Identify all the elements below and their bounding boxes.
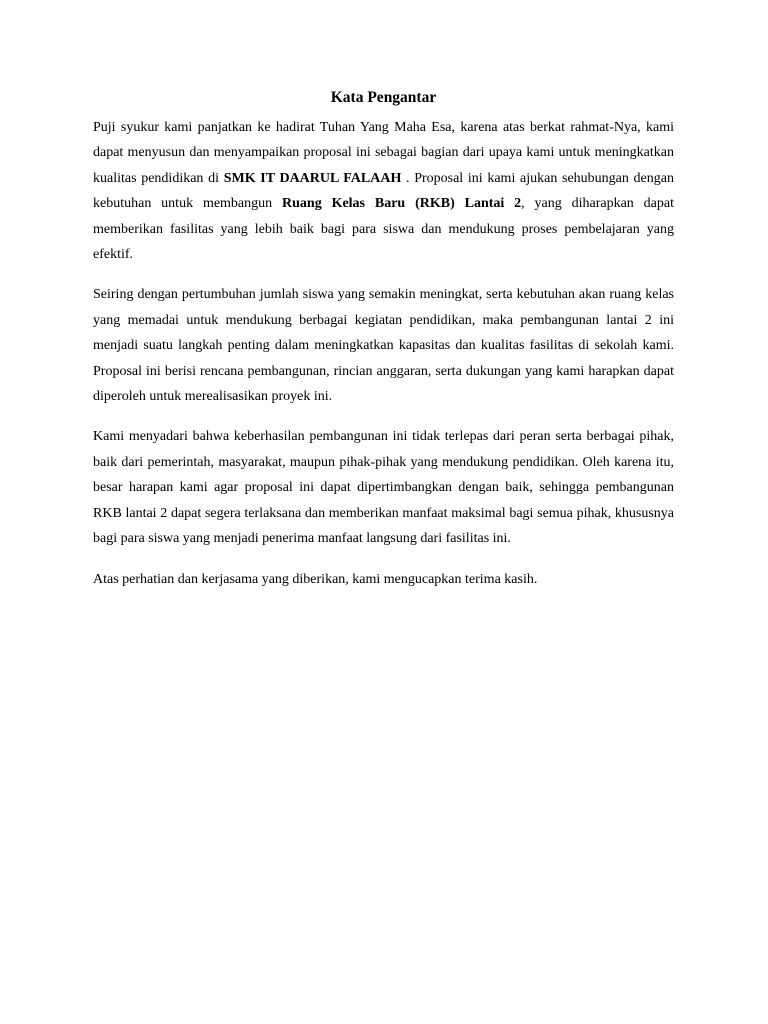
- paragraph-text: Seiring dengan pertumbuhan jumlah siswa yang semakin meningkat, serta kebutuhan akan ruang kelas yang memadai untuk mendukung berbagai kegiatan pendidikan, maka pembangunan lantai 2 ini menjadi suatu langkah penting dalam meningkatkan kapasitas dan kualitas fasilitas di sekolah kami. Proposal ini berisi rencana pembangunan, rincian anggaran, serta dukungan yang kami harapkan dapat diperoleh untuk merealisasikan proyek ini.: [93, 287, 674, 405]
- paragraph-text: Puji syukur kami panjatkan ke hadirat Tuhan Yang Maha Esa, karena atas berkat rahmat-Nya, kami dapat menyusun dan menyampaikan proposal ini sebagai bagian dari upaya kami untuk meningkatkan kualitas pendidikan di: [93, 120, 674, 186]
- paragraph-text: Kami menyadari bahwa keberhasilan pembangunan ini tidak terlepas dari peran serta berbagai pihak, baik dari pemerintah, masyarakat, maupun pihak-pihak yang mendukung pendidikan. Oleh karena itu, besar harapan kami agar proposal ini dapat dipertimbangkan dengan baik, sehingga pembangunan RKB lantai 2 dapat segera terlaksana dan memberikan manfaat maksimal bagi semua pihak, khususnya bagi para siswa yang menjadi penerima manfaat langsung dari fasilitas ini.: [93, 429, 674, 547]
- paragraph-1: [93, 115, 674, 267]
- document-body: [93, 86, 674, 607]
- project-name: Ruang Kelas Baru (RKB) Lantai 2: [282, 196, 522, 212]
- school-name: SMK IT DAARUL FALAAH: [223, 170, 402, 186]
- paragraph-text: , yang diharapkan dapat memberikan fasilitas yang lebih baik bagi para siswa dan mendukung proses pembelajaran yang efektif.: [93, 196, 674, 263]
- paragraph-text: . Proposal ini kami ajukan sehubungan dengan kebutuhan untuk membangun: [93, 170, 674, 212]
- paragraph-2: [93, 282, 674, 409]
- paragraph-3: [93, 424, 674, 551]
- paragraph-4: [93, 567, 674, 592]
- paragraph-text: Atas perhatian dan kerjasama yang diberikan, kami mengucapkan terima kasih.: [93, 571, 538, 587]
- document-title: Kata Pengantar: [330, 89, 437, 106]
